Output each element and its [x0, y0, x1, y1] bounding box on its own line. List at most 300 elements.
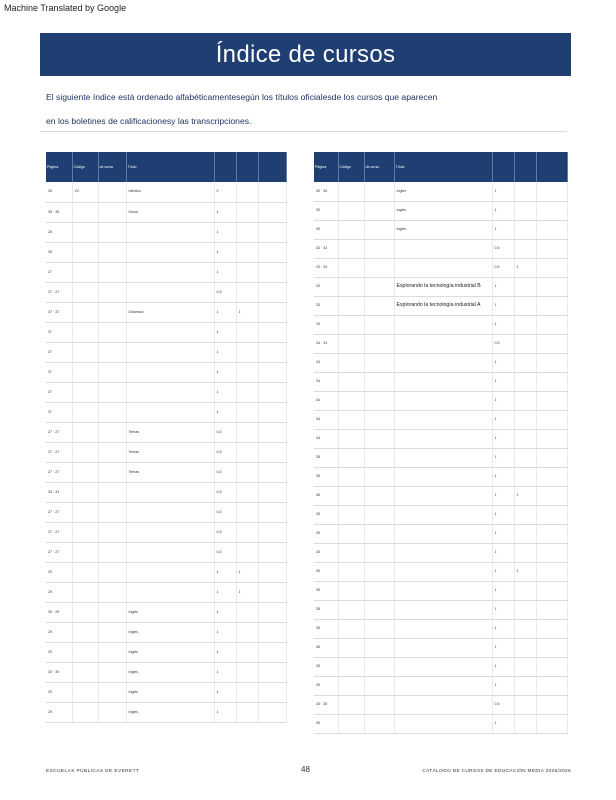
empty-cell [536, 695, 567, 714]
extra-cell [514, 277, 536, 296]
table-row [314, 220, 567, 239]
page-cell: 27 · 27 [46, 442, 72, 462]
empty-cell [258, 422, 286, 442]
course-code-cell [98, 202, 126, 222]
page-cell: 29 [46, 682, 72, 702]
title-cell [394, 619, 492, 638]
code-cell [72, 702, 98, 722]
credit-cell: 1 [214, 242, 236, 262]
course-code-cell [98, 502, 126, 522]
extra-cell [514, 714, 536, 733]
title-cell [394, 695, 492, 714]
table-row [314, 448, 567, 467]
empty-cell [258, 522, 286, 542]
empty-cell [258, 562, 286, 582]
extra-cell [236, 262, 258, 282]
extra-cell [236, 662, 258, 682]
page-cell: 37 [46, 402, 72, 422]
course-code-cell [98, 622, 126, 642]
credit-cell: 1 [214, 262, 236, 282]
title-cell: Honor [126, 202, 214, 222]
code-cell [72, 542, 98, 562]
page-cell: 35 [314, 505, 338, 524]
table-row [46, 342, 286, 362]
credit-cell: 1 [214, 202, 236, 222]
empty-cell [536, 524, 567, 543]
table-row [314, 372, 567, 391]
page-cell: 35 [314, 714, 338, 733]
title-cell [394, 562, 492, 581]
title-cell: Temas [126, 422, 214, 442]
table-row [314, 638, 567, 657]
credit-cell: 0,5 [214, 482, 236, 502]
empty-cell [536, 239, 567, 258]
title-cell: Temas [126, 442, 214, 462]
code-cell [338, 315, 364, 334]
intro-divider [40, 131, 567, 132]
code-cell [338, 296, 364, 315]
code-cell [72, 342, 98, 362]
course-index-table-left [46, 152, 287, 723]
course-code-cell [364, 467, 394, 486]
table-row [314, 657, 567, 676]
extra-cell [236, 602, 258, 622]
column-header [214, 152, 236, 182]
course-code-cell [364, 486, 394, 505]
title-cell [394, 315, 492, 334]
title-cell: Inglés [394, 201, 492, 220]
column-header [236, 152, 258, 182]
empty-cell [536, 353, 567, 372]
intro-text-line-2: en los boletines de calificacionesy las transcripciones. [46, 116, 252, 126]
credit-cell: 1 [214, 602, 236, 622]
title-cell [394, 505, 492, 524]
course-code-cell [98, 282, 126, 302]
credit-cell: 1 [492, 182, 514, 201]
column-header: Página [46, 152, 72, 182]
empty-cell [258, 582, 286, 602]
credit-cell: 1 [492, 296, 514, 315]
title-cell [394, 410, 492, 429]
page-cell: 29 [46, 702, 72, 722]
title-cell [394, 714, 492, 733]
page-cell: 35 [314, 524, 338, 543]
code-cell [72, 302, 98, 322]
page-cell: 35 [314, 676, 338, 695]
title-cell [126, 542, 214, 562]
credit-cell: 1 [214, 302, 236, 322]
code-cell [338, 600, 364, 619]
page-cell: 35 [314, 448, 338, 467]
table-row [314, 467, 567, 486]
empty-cell [258, 302, 286, 322]
code-cell [72, 482, 98, 502]
code-cell [72, 602, 98, 622]
extra-cell: 1 [236, 302, 258, 322]
table-row [314, 277, 567, 296]
empty-cell [536, 505, 567, 524]
page-cell: 27 · 27 [46, 502, 72, 522]
title-cell [394, 467, 492, 486]
code-cell [72, 642, 98, 662]
empty-cell [536, 201, 567, 220]
page-cell: 33 · 33 [314, 258, 338, 277]
extra-cell [514, 391, 536, 410]
extra-cell [236, 682, 258, 702]
code-cell: VC [72, 182, 98, 202]
code-cell [72, 682, 98, 702]
table-row [46, 602, 286, 622]
code-cell [72, 622, 98, 642]
course-code-cell [98, 702, 126, 722]
empty-cell [258, 642, 286, 662]
table-row [46, 302, 286, 322]
extra-cell: 1 [514, 486, 536, 505]
empty-cell [258, 222, 286, 242]
title-cell [394, 258, 492, 277]
column-header: Título [394, 152, 492, 182]
code-cell [72, 522, 98, 542]
page-cell: 35 [314, 486, 338, 505]
page-cell: 33 [314, 315, 338, 334]
extra-cell [514, 676, 536, 695]
code-cell [338, 182, 364, 201]
title-cell [394, 429, 492, 448]
title-cell [126, 382, 214, 402]
table-row [314, 676, 567, 695]
title-cell [126, 362, 214, 382]
course-code-cell [98, 522, 126, 542]
title-cell: Inglés [126, 702, 214, 722]
title-cell: Temas [126, 462, 214, 482]
code-cell [338, 429, 364, 448]
footer-district-name: ESCUELAS PÚBLICAS DE EVERETT [46, 769, 140, 774]
course-code-cell [364, 581, 394, 600]
title-cell [394, 524, 492, 543]
credit-cell: 1 [214, 222, 236, 242]
course-code-cell [98, 442, 126, 462]
extra-cell [514, 182, 536, 201]
intro-text-line-1: El siguiente índice está ordenado alfabéticamentesegún los títulos oficialesde los cursos que aparecen [46, 92, 438, 102]
page-cell: 27 [46, 262, 72, 282]
title-cell: Inglés [126, 602, 214, 622]
credit-cell: 1 [214, 662, 236, 682]
table-row [46, 382, 286, 402]
table-row [46, 642, 286, 662]
credit-cell: 1 [492, 201, 514, 220]
course-code-cell [98, 662, 126, 682]
credit-cell: 1 [492, 505, 514, 524]
title-cell [126, 482, 214, 502]
table-row [314, 296, 567, 315]
credit-cell: 1 [492, 562, 514, 581]
code-cell [72, 562, 98, 582]
table-row [46, 262, 286, 282]
page-cell: 37 [46, 322, 72, 342]
table-row [314, 239, 567, 258]
extra-cell [236, 502, 258, 522]
table-row [46, 402, 286, 422]
empty-cell [536, 220, 567, 239]
empty-cell [536, 334, 567, 353]
code-cell [72, 362, 98, 382]
table-row [46, 442, 286, 462]
extra-cell [236, 322, 258, 342]
extra-cell [236, 642, 258, 662]
credit-cell: 0,5 [492, 258, 514, 277]
column-header [514, 152, 536, 182]
title-cell: Dinámica [126, 302, 214, 322]
extra-cell [236, 342, 258, 362]
course-code-cell [98, 242, 126, 262]
course-code-cell [98, 542, 126, 562]
table-row [314, 695, 567, 714]
course-code-cell [364, 619, 394, 638]
extra-cell [514, 353, 536, 372]
page-cell: 35 [314, 657, 338, 676]
code-cell [338, 201, 364, 220]
code-cell [72, 502, 98, 522]
title-cell [394, 334, 492, 353]
extra-cell [514, 543, 536, 562]
page-cell: 34 [314, 429, 338, 448]
code-cell [338, 638, 364, 657]
credit-cell: 1 [214, 702, 236, 722]
credit-cell: 0,5 [492, 695, 514, 714]
title-cell [394, 676, 492, 695]
code-cell [338, 581, 364, 600]
empty-cell [536, 258, 567, 277]
course-code-cell [98, 562, 126, 582]
page-cell: 34 [314, 353, 338, 372]
credit-cell: 1 [492, 657, 514, 676]
machine-translated-label: Machine Translated by Google [4, 3, 127, 13]
code-cell [72, 382, 98, 402]
title-cell [126, 262, 214, 282]
code-cell [72, 402, 98, 422]
title-cell [126, 282, 214, 302]
extra-cell [514, 201, 536, 220]
empty-cell [258, 442, 286, 462]
empty-cell [536, 467, 567, 486]
credit-cell: 1 [492, 714, 514, 733]
page-cell: 30 · 30 [46, 662, 72, 682]
code-cell [338, 410, 364, 429]
column-header: Código [338, 152, 364, 182]
empty-cell [536, 182, 567, 201]
empty-cell [258, 362, 286, 382]
page-cell: 35 · 35 [46, 202, 72, 222]
page-cell: 33 [314, 296, 338, 315]
table-row [314, 619, 567, 638]
code-cell [338, 448, 364, 467]
extra-cell [236, 442, 258, 462]
code-cell [338, 657, 364, 676]
credit-cell: 0,5 [492, 334, 514, 353]
extra-cell [514, 619, 536, 638]
code-cell [338, 505, 364, 524]
table-row [46, 422, 286, 442]
empty-cell [536, 619, 567, 638]
page-cell: 30 [314, 201, 338, 220]
course-code-cell [364, 505, 394, 524]
table-row [46, 622, 286, 642]
course-code-cell [98, 342, 126, 362]
table-row [314, 714, 567, 733]
code-cell [72, 282, 98, 302]
table-row [314, 410, 567, 429]
page-cell: 37 [46, 362, 72, 382]
table-row [314, 334, 567, 353]
footer-catalog-title: CATÁLOGO DE CURSOS DE EDUCACIÓN MEDIA 2025/2026 [422, 769, 571, 774]
extra-cell [236, 422, 258, 442]
extra-cell [514, 296, 536, 315]
credit-cell: 1 [492, 486, 514, 505]
table-row [314, 315, 567, 334]
table-row [314, 524, 567, 543]
code-cell [72, 442, 98, 462]
credit-cell: 1 [492, 448, 514, 467]
column-header: Título [126, 152, 214, 182]
course-code-cell [364, 543, 394, 562]
page-cell: 29 [46, 642, 72, 662]
table-row [46, 522, 286, 542]
credit-cell: 0,5 [214, 542, 236, 562]
table-header-row [314, 152, 567, 182]
extra-cell [236, 702, 258, 722]
credit-cell: 1 [492, 429, 514, 448]
page-cell: 35 [314, 581, 338, 600]
table-row [46, 582, 286, 602]
course-code-cell [98, 602, 126, 622]
course-code-cell [364, 638, 394, 657]
code-cell [338, 239, 364, 258]
table-row [46, 242, 286, 262]
course-code-cell [364, 524, 394, 543]
extra-cell [514, 334, 536, 353]
table-row [46, 322, 286, 342]
title-cell: Inglés [126, 682, 214, 702]
credit-cell: 0 [214, 182, 236, 202]
empty-cell [536, 448, 567, 467]
extra-cell [236, 362, 258, 382]
course-code-cell [98, 382, 126, 402]
page-cell: 35 [314, 543, 338, 562]
empty-cell [258, 702, 286, 722]
title-cell [394, 372, 492, 391]
extra-cell [236, 282, 258, 302]
page-cell: 33 · 33 [314, 239, 338, 258]
credit-cell: 1 [492, 676, 514, 695]
extra-cell [514, 581, 536, 600]
code-cell [338, 714, 364, 733]
empty-cell [536, 581, 567, 600]
empty-cell [258, 282, 286, 302]
title-cell [126, 322, 214, 342]
page-cell: 30 [314, 220, 338, 239]
title-cell: Explorando la tecnología industrial A [394, 296, 492, 315]
extra-cell [236, 202, 258, 222]
code-cell [72, 422, 98, 442]
empty-cell [536, 277, 567, 296]
credit-cell: 0,5 [214, 522, 236, 542]
course-code-cell [364, 220, 394, 239]
code-cell [72, 222, 98, 242]
title-cell [126, 562, 214, 582]
code-cell [338, 334, 364, 353]
course-code-cell [98, 482, 126, 502]
title-cell: Inglés [394, 182, 492, 201]
credit-cell: 1 [492, 410, 514, 429]
title-cell [126, 502, 214, 522]
credit-cell: 0,5 [492, 239, 514, 258]
empty-cell [536, 391, 567, 410]
column-header [492, 152, 514, 182]
course-code-cell [364, 258, 394, 277]
extra-cell [236, 382, 258, 402]
code-cell [338, 372, 364, 391]
column-header: de curso [364, 152, 394, 182]
empty-cell [258, 502, 286, 522]
title-cell [126, 402, 214, 422]
course-code-cell [98, 402, 126, 422]
title-cell [394, 581, 492, 600]
title-cell [394, 486, 492, 505]
empty-cell [536, 543, 567, 562]
credit-cell: 1 [214, 682, 236, 702]
course-code-cell [364, 562, 394, 581]
title-cell [126, 222, 214, 242]
code-cell [338, 676, 364, 695]
page-cell: 37 [46, 382, 72, 402]
credit-cell: 1 [214, 402, 236, 422]
code-cell [72, 462, 98, 482]
code-cell [72, 582, 98, 602]
page-cell: 27 · 27 [46, 522, 72, 542]
extra-cell [236, 182, 258, 202]
table-row [46, 362, 286, 382]
course-code-cell [98, 682, 126, 702]
empty-cell [258, 262, 286, 282]
page-cell: 35 [314, 638, 338, 657]
column-header [258, 152, 286, 182]
title-cell: Inglés [394, 220, 492, 239]
empty-cell [536, 657, 567, 676]
page-title: Índice de cursos [215, 40, 396, 68]
code-cell [338, 524, 364, 543]
empty-cell [536, 600, 567, 619]
table-row [46, 702, 286, 722]
table-row [314, 429, 567, 448]
empty-cell [536, 676, 567, 695]
extra-cell [514, 239, 536, 258]
course-code-cell [98, 362, 126, 382]
credit-cell: 0,5 [214, 422, 236, 442]
course-code-cell [98, 582, 126, 602]
table-row [46, 482, 286, 502]
credit-cell: 1 [492, 220, 514, 239]
course-code-cell [364, 353, 394, 372]
table-row [46, 282, 286, 302]
credit-cell: 1 [214, 382, 236, 402]
credit-cell: 1 [492, 619, 514, 638]
table-row [46, 202, 286, 222]
extra-cell [514, 524, 536, 543]
extra-cell [514, 695, 536, 714]
title-cell [394, 543, 492, 562]
title-cell [394, 657, 492, 676]
code-cell [72, 262, 98, 282]
